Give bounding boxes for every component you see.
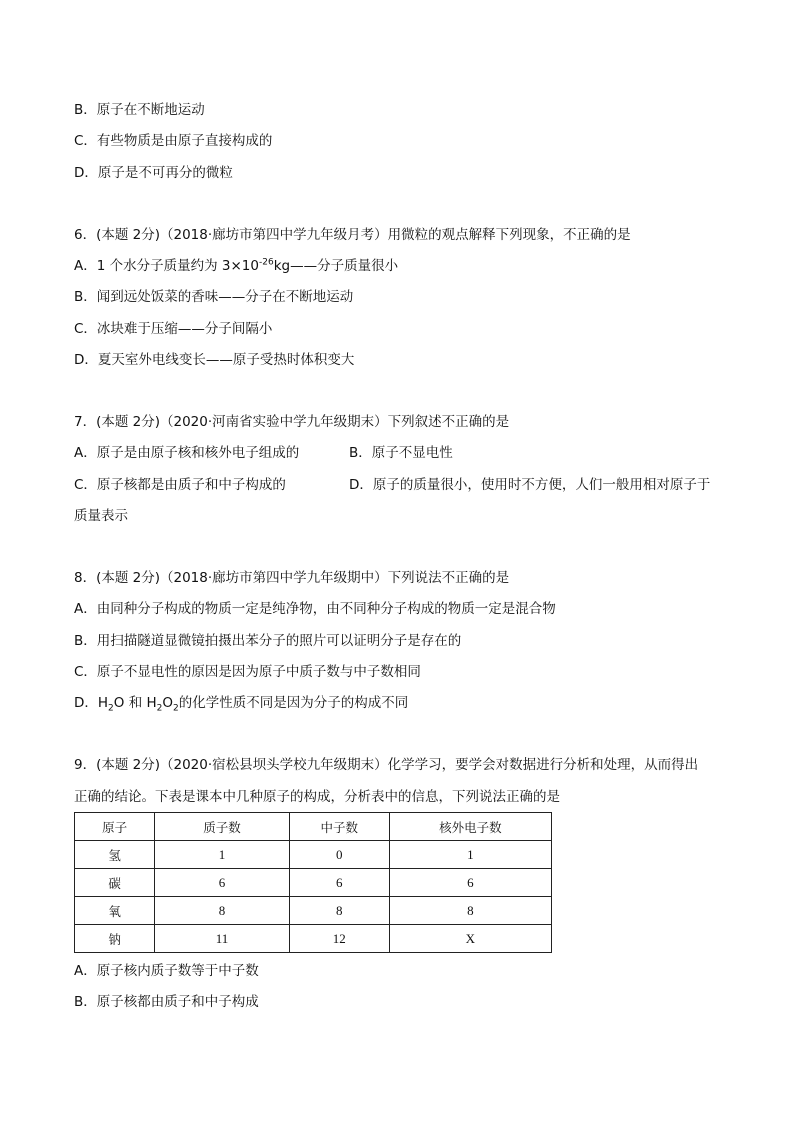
q8-option-b: B．用扫描隧道显微镜拍摄出苯分子的照片可以证明分子是存在的 (74, 633, 462, 649)
table-row (75, 897, 552, 925)
table-cell: 6 (289, 869, 389, 897)
q6-option-b: B．闻到远处饭菜的香味——分子在不断地运动 (74, 289, 354, 305)
atom-composition-table (74, 812, 552, 953)
q7-stem: 7．(本题 2分)（2020·河南省实验中学九年级期末）下列叙述不正确的是 (74, 414, 510, 430)
table-cell: 8 (389, 897, 551, 925)
q5-option-c: C．有些物质是由原子直接构成的 (74, 133, 273, 149)
q7-option-c: C．原子核都是由质子和中子构成的 (74, 477, 286, 493)
table-cell: 11 (155, 925, 290, 953)
table-cell: 钠 (75, 925, 155, 953)
q7-option-d-continued: 质量表示 (74, 508, 128, 524)
q8-option-d-pre: D．H (74, 695, 109, 711)
q6-option-a (74, 257, 398, 275)
table-header-row (75, 813, 552, 841)
q6-stem: 6．(本题 2分)（2018·廊坊市第四中学九年级月考）用微粒的观点解释下列现象，不正确的是 (74, 227, 631, 243)
q6-option-c: C．冰块难于压缩——分子间隔小 (74, 321, 273, 337)
q9-option-b: B．原子核都由质子和中子构成 (74, 994, 259, 1010)
q8-subscript-1: 2 (108, 703, 114, 714)
table-cell: 1 (155, 841, 290, 869)
q9-stem-line1: 9．(本题 2分)（2020·宿松县坝头学校九年级期末）化学学习，要学会对数据进行分析和处理，从而得出 (74, 757, 699, 773)
q8-option-d-mid1: O 和 H (113, 695, 157, 711)
table-header: 原子 (75, 813, 155, 841)
q6-option-a-exponent: -26 (259, 257, 274, 268)
q7-option-a: A．原子是由原子核和核外电子组成的 (74, 445, 300, 461)
table-cell: 氧 (75, 897, 155, 925)
q8-option-c: C．原子不显电性的原因是因为原子中质子数与中子数相同 (74, 664, 421, 680)
q6-option-a-pre: A．1 个水分子质量约为 3×10 (74, 258, 259, 274)
table-cell: 1 (389, 841, 551, 869)
q5-option-b: B．原子在不断地运动 (74, 102, 205, 118)
q8-option-d (74, 694, 408, 712)
q7-option-d: D．原子的质量很小，使用时不方便，人们一般用相对原子于 (349, 477, 711, 493)
table-row (75, 869, 552, 897)
q9-option-a: A．原子核内质子数等于中子数 (74, 963, 259, 979)
table-header: 核外电子数 (389, 813, 551, 841)
q9-stem-line2: 正确的结论。下表是课本中几种原子的构成，分析表中的信息，下列说法正确的是 (74, 789, 560, 805)
table-header: 中子数 (289, 813, 389, 841)
table-header: 质子数 (155, 813, 290, 841)
table-cell: 8 (289, 897, 389, 925)
q5-option-d: D．原子是不可再分的微粒 (74, 165, 233, 181)
q8-option-d-mid2: O (162, 695, 174, 711)
table-cell: 6 (155, 869, 290, 897)
q8-subscript-2: 2 (156, 703, 163, 714)
table-cell: 12 (289, 925, 389, 953)
table-cell: 0 (289, 841, 389, 869)
table-row (75, 925, 552, 953)
q8-option-a: A．由同种分子构成的物质一定是纯净物，由不同种分子构成的物质一定是混合物 (74, 601, 556, 617)
q8-option-d-post: 的化学性质不同是因为分子的构成不同 (178, 695, 409, 711)
table-cell: 氢 (75, 841, 155, 869)
table-cell: 碳 (75, 869, 155, 897)
table-cell: X (389, 925, 551, 953)
q6-option-d: D．夏天室外电线变长——原子受热时体积变大 (74, 352, 355, 368)
table-row (75, 841, 552, 869)
q6-option-a-post: kg——分子质量很小 (273, 258, 399, 274)
q8-stem: 8．(本题 2分)（2018·廊坊市第四中学九年级期中）下列说法不正确的是 (74, 570, 510, 586)
q8-subscript-3: 2 (173, 703, 179, 714)
q7-option-b: B．原子不显电性 (349, 445, 453, 461)
table-cell: 8 (155, 897, 290, 925)
table-cell: 6 (389, 869, 551, 897)
